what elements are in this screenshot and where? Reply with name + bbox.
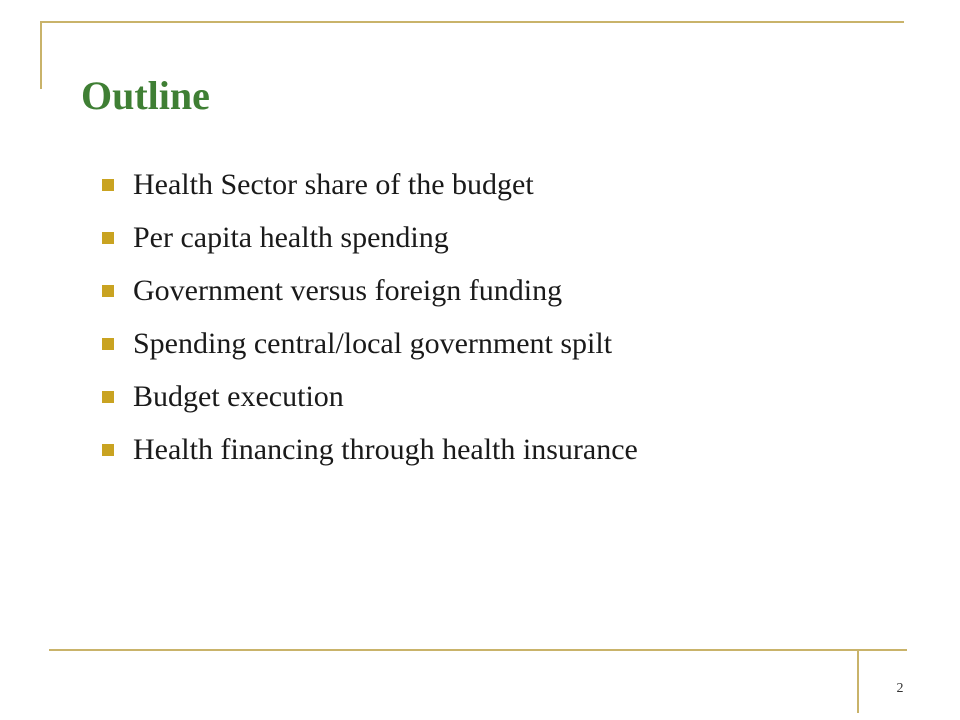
frame-right-rule (857, 649, 859, 713)
frame-left-rule (40, 21, 42, 89)
bullet-text: Per capita health spending (133, 220, 449, 254)
square-bullet-icon (102, 232, 114, 244)
square-bullet-icon (102, 444, 114, 456)
bullet-text: Health Sector share of the budget (133, 167, 534, 201)
frame-bottom-rule (49, 649, 907, 651)
bullet-text: Spending central/local government spilt (133, 326, 613, 360)
list-item (102, 158, 638, 211)
square-bullet-icon (102, 285, 114, 297)
square-bullet-icon (102, 338, 114, 350)
list-item (102, 317, 638, 370)
bullet-text: Government versus foreign funding (133, 273, 563, 307)
bullet-text: Health financing through health insurance (133, 432, 638, 466)
bullet-list (102, 158, 638, 476)
list-item (102, 211, 638, 264)
list-item (102, 370, 638, 423)
square-bullet-icon (102, 179, 114, 191)
slide-title: Outline (81, 73, 210, 118)
list-item (102, 423, 638, 476)
square-bullet-icon (102, 391, 114, 403)
list-item (102, 264, 638, 317)
bullet-text: Budget execution (133, 379, 344, 413)
page-number: 2 (896, 681, 904, 696)
frame-top-rule (40, 21, 904, 23)
